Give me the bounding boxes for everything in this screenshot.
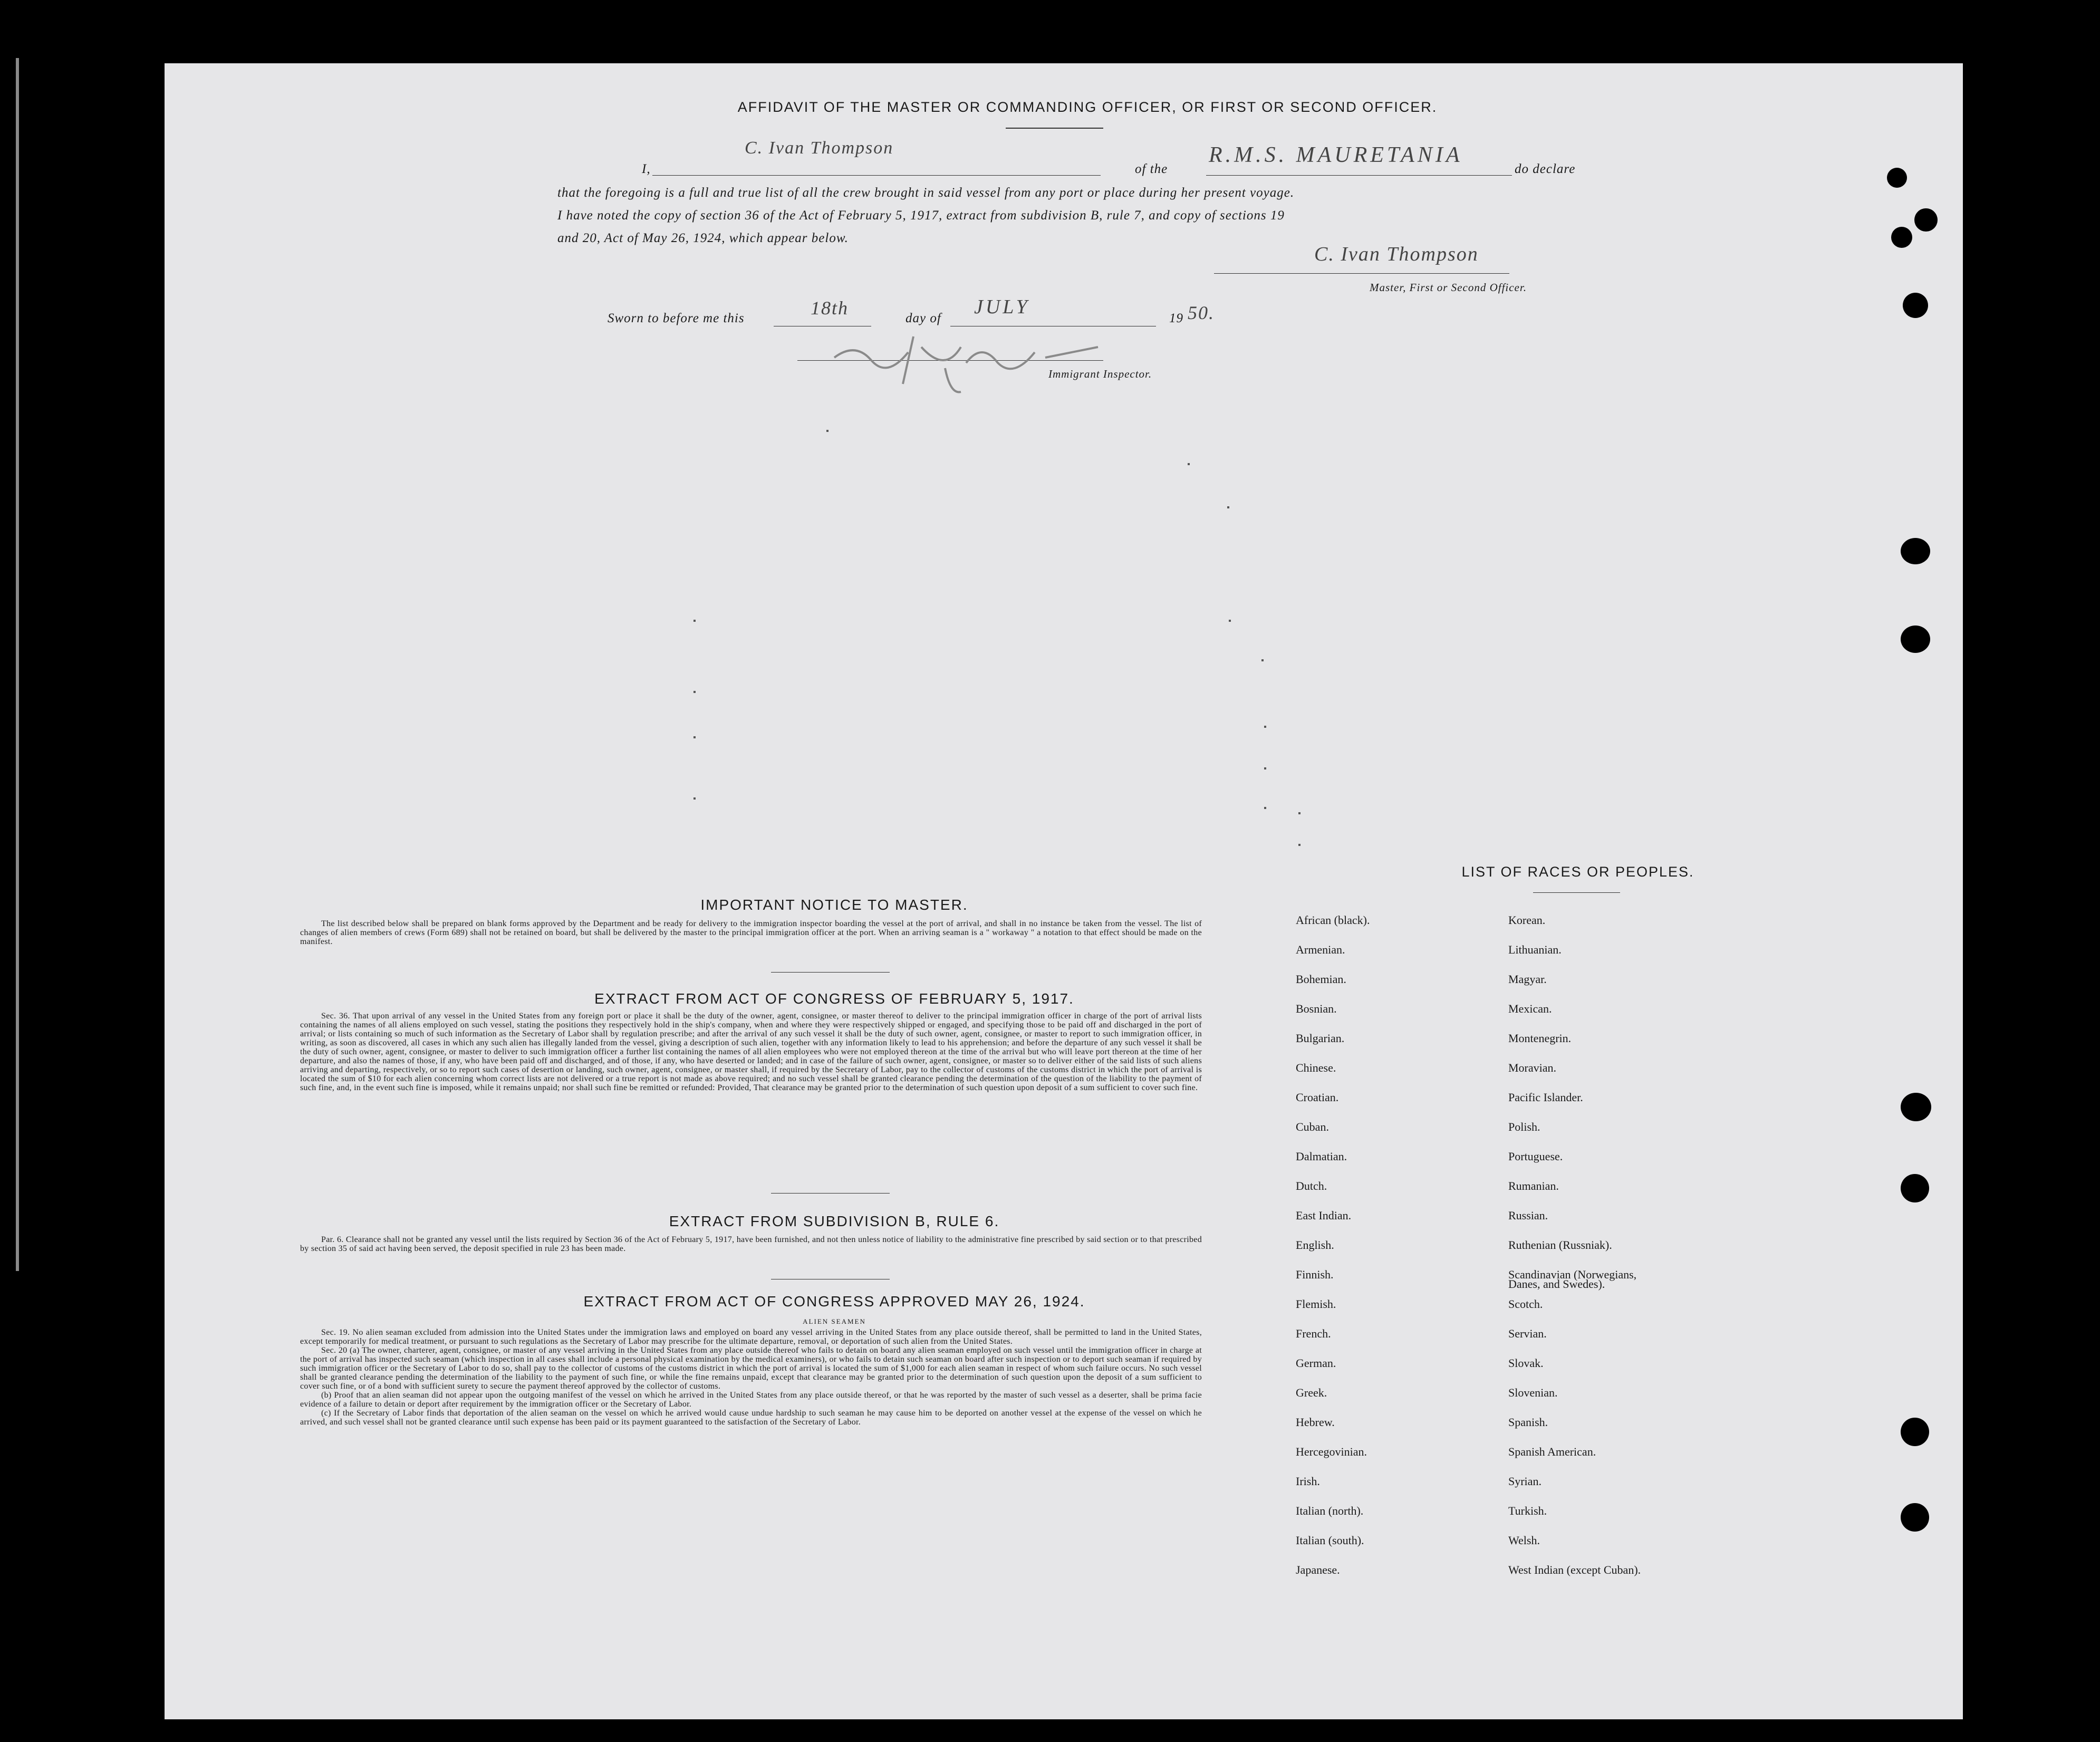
signature-line [1214,273,1509,274]
race-item-right-11: Ruthenian (Russniak). [1508,1238,1612,1252]
signature-caption: Master, First or Second Officer. [1370,281,1527,294]
races-title: LIST OF RACES OR PEOPLES. [1461,864,1694,880]
speck [693,691,696,693]
race-item-left-0: African (black). [1296,913,1370,927]
race-item-right-22: West Indian (except Cuban). [1508,1563,1641,1576]
speck [1188,463,1190,465]
punch-hole [1901,625,1930,653]
race-item-right-2: Magyar. [1508,973,1547,986]
race-item-right-18: Spanish American. [1508,1445,1596,1458]
i-label: I, [642,162,651,176]
race-item-left-19: Irish. [1296,1475,1320,1488]
race-item-right-14: Servian. [1508,1327,1547,1340]
race-item-left-3: Bosnian. [1296,1002,1337,1015]
speck [826,430,829,432]
punch-hole [1887,168,1907,188]
race-item-left-8: Dalmatian. [1296,1150,1347,1163]
race-item-right-19: Syrian. [1508,1475,1542,1488]
race-item-right-21: Welsh. [1508,1534,1540,1547]
inspector-caption: Immigrant Inspector. [1048,368,1152,380]
of-the-label: of the [1135,162,1168,176]
name-line [652,175,1101,176]
vessel-name-handwritten: R.M.S. MAURETANIA [1209,143,1463,167]
race-item-right-4: Montenegrin. [1508,1032,1572,1045]
affidavit-line-2: I have noted the copy of section 36 of the Act of February 5, 1917, extract from subdivision B, rule 7, and copy of sections 19 [557,208,1285,223]
punch-hole [1901,1418,1929,1446]
extract1917-text: Sec. 36. That upon arrival of any vessel in the United States from any foreign port or place it shall be the duty of the owner, agent, consignee, or master thereof to deliver to the principal immigration officer in charge of the port of arrival lists containing the names of all aliens employed on such vessel, stating the positions they respectively hold in the ship's company, when and where they were respectively shipped or engaged, and specifying those to be paid off and discharged in the port of arrival; or lists containing so much of such information as the Secretary of Labor shall by regulation prescribe; and after the arrival of any such vessel it shall be the duty of such owner, agent, consignee, or master to report to such immigration officer, in writing, as soon as discovered, all cases in which any such alien has illegally landed from the vessel, giving a description of such alien, together with any information likely to lead to his apprehension; and before the departure of any such vessel it shall be the duty of such owner, agent, consignee, or master to deliver to such immigration officer a further list containing the names of all alien employees who were not employed thereon at the time of the arrival but who will leave port thereon at the time of her departure, and also the names of those, if any, who have been paid off and discharged, and of those, if any, who have deserted or landed; and in case of the failure of such owner, agent, consignee, or master so to deliver either of the said lists of such aliens arriving and departing, respectively, or so to report such cases of desertion or landing, such owner, agent, consignee, or master shall, if required by the Secretary of Labor, pay to the collector of customs of the customs district in which the port of arrival is located the sum of $10 for each alien concerning whom correct lists are not delivered or a true report is not made as above required; and no such vessel shall be granted clearance pending the determination of the question of the liability to the payment of such fine, and, in the event such fine is imposed, while it remains unpaid; nor shall such fine be remitted or refunded: Provided, That clearance may be granted prior to the determination of such question upon deposit of a sum sufficient to cover such fine. [300,1012,1202,1092]
race-item-right-10: Russian. [1508,1209,1548,1222]
extract1917-title: EXTRACT FROM ACT OF CONGRESS OF FEBRUARY 5, 1917. [594,990,1074,1007]
race-scandinavian-continued: Danes, and Swedes). [1508,1277,1605,1291]
race-item-right-20: Turkish. [1508,1504,1547,1517]
sworn-month-handwritten: JULY [974,296,1030,318]
speck [1298,812,1301,814]
race-item-right-6: Pacific Islander. [1508,1091,1583,1104]
race-item-right-9: Rumanian. [1508,1179,1559,1192]
punch-hole [1901,1174,1929,1202]
document-page [165,63,1963,1719]
race-item-left-1: Armenian. [1296,943,1345,956]
speck [693,736,696,738]
race-item-right-13: Scotch. [1508,1297,1543,1311]
punch-hole [1901,1503,1929,1532]
affidavit-line-3: and 20, Act of May 26, 1924, which appear below. [557,231,849,245]
speck [693,797,696,800]
race-item-right-16: Slovenian. [1508,1386,1558,1399]
race-item-left-7: Cuban. [1296,1120,1329,1133]
race-item-left-20: Italian (north). [1296,1504,1364,1517]
race-item-left-21: Italian (south). [1296,1534,1364,1547]
race-item-right-17: Spanish. [1508,1416,1548,1429]
race-item-right-15: Slovak. [1508,1356,1544,1370]
speck [1229,620,1231,622]
speck [1264,767,1266,769]
year-suffix-handwritten: 50. [1188,302,1215,323]
race-item-left-11: English. [1296,1238,1334,1252]
race-item-left-10: East Indian. [1296,1209,1352,1222]
race-item-right-8: Portuguese. [1508,1150,1563,1163]
punch-hole [1901,538,1930,564]
extract1924-title: EXTRACT FROM ACT OF CONGRESS APPROVED MAY 26, 1924. [583,1293,1085,1310]
race-item-left-22: Japanese. [1296,1563,1340,1576]
speck [1264,726,1266,728]
speck [1298,844,1301,846]
signature-handwritten: C. Ivan Thompson [1314,243,1479,265]
affidavit-line-1: that the foregoing is a full and true list of all the crew brought in said vessel from any port or place during her present voyage. [557,186,1295,200]
year-prefix: 19 [1169,311,1183,325]
race-item-right-0: Korean. [1508,913,1546,927]
sec19-text: Sec. 19. No alien seaman excluded from admission into the United States under the immigration laws and employed on board any vessel arriving in the United States from any place outside thereof, shall be permitted to land in the United States, except temporarily for medical treatment, or pursuant to such regulations as the Secretary of Labor may prescribe for the ultimate departure, removal, or deportation of such alien from the United States. [300,1328,1202,1346]
notice-title: IMPORTANT NOTICE TO MASTER. [700,897,968,913]
speck [1227,506,1229,508]
punch-hole [1901,1093,1931,1121]
speck [693,620,696,622]
vessel-line [1206,175,1512,176]
race-item-right-3: Mexican. [1508,1002,1552,1015]
speck [1261,659,1264,661]
speck [1264,807,1266,809]
affidavit-title: AFFIDAVIT OF THE MASTER OR COMMANDING OFFICER, OR FIRST OR SECOND OFFICER. [737,99,1438,115]
sworn-day-handwritten: 18th [811,297,849,319]
rule6-text: Par. 6. Clearance shall not be granted any vessel until the lists required by Section 36 of the Act of February 5, 1917, have been furnished, and not then unless notice of liability to the administrative fine prescribed by said section or to that prescribed by section 35 of said act having been served, the deposit specified in rule 23 has been made. [300,1235,1202,1253]
rule6-title: EXTRACT FROM SUBDIVISION B, RULE 6. [669,1213,1000,1229]
race-item-left-9: Dutch. [1296,1179,1327,1192]
do-declare-label: do declare [1515,162,1576,176]
inspector-signature-scribble [824,326,1119,394]
notice-text: The list described below shall be prepared on blank forms approved by the Department and be ready for delivery to the immigration inspector boarding the vessel at the port of arrival, and shall in no instance be taken from the vessel. The list of changes of alien members of crews (Form 689) shall not be retained on board, but shall be delivered by the master to the principal immigration officer at the port. When an arriving seaman is a " workaway " a notation to that effect should be made on the manifest. [300,919,1202,946]
extract1924-subtitle: ALIEN SEAMEN [803,1317,866,1325]
title-rule [1006,128,1103,129]
film-edge-line [16,58,19,1271]
race-item-left-4: Bulgarian. [1296,1032,1345,1045]
officer-name-handwritten: C. Ivan Thompson [745,138,894,158]
race-item-left-14: French. [1296,1327,1331,1340]
race-item-left-2: Bohemian. [1296,973,1346,986]
race-item-right-12: Scandinavian (Norwegians, [1508,1268,1637,1281]
race-item-left-18: Hercegovinian. [1296,1445,1367,1458]
race-item-right-7: Polish. [1508,1120,1540,1133]
race-item-left-16: Greek. [1296,1386,1327,1399]
day-of-label: day of [905,311,941,325]
extract1917-rule [771,1193,890,1194]
extract1924-body [300,1328,1202,1427]
sec20c-text: (c) If the Secretary of Labor finds that deportation of the alien seaman on the vessel on which he arrived would cause undue hardship to such seaman he may cause him to be deported on another vessel at the expense of the vessel on which he arrived, and such vessel shall not be granted clearance until such expense has been paid or its payment guaranteed to the satisfaction of the Secretary of Labor. [300,1409,1202,1427]
race-item-left-13: Flemish. [1296,1297,1336,1311]
race-item-right-5: Moravian. [1508,1061,1557,1074]
sec20b-text: (b) Proof that an alien seaman did not appear upon the outgoing manifest of the vessel on which he arrived in the United States from any place outside thereof, or that he was reported by the master of such vessel as a deserter, shall be prima facie evidence of a failure to detain or deport after requirement by the immigration officer or the Secretary of Labor. [300,1391,1202,1409]
race-item-left-12: Finnish. [1296,1268,1334,1281]
sworn-prefix: Sworn to before me this [608,311,745,325]
race-item-left-15: German. [1296,1356,1336,1370]
punch-hole [1903,293,1928,318]
punch-hole [1914,208,1938,232]
races-rule [1533,892,1620,893]
sec20a-text: Sec. 20 (a) The owner, charterer, agent, consignee, or master of any vessel arriving in the United States from any place outside thereof who fails to detain on board any alien seaman employed on such vessel until the immigration officer in charge at the port of arrival has inspected such seaman (which inspection in all cases shall include a personal physical examination by the medical examiners), or who fails to detain such seaman on board after such inspection or to deport such seaman if required by such immigration officer or the Secretary of Labor to do so, shall pay to the collector of customs of the customs district in which the port of arrival is located the sum of $1,000 for each alien seaman in respect of whom such failure occurs. No such vessel shall be granted clearance pending the determination of the liability to the payment of such fine, or while the fine remains unpaid, except that clearance may be granted prior to the determination of such question upon the deposit of a sum sufficient to cover such fine, or of a bond with sufficient surety to secure the payment thereof approved by the collector of customs. [300,1346,1202,1391]
race-item-right-1: Lithuanian. [1508,943,1562,956]
punch-hole [1891,227,1912,248]
notice-rule [771,972,890,973]
race-item-left-5: Chinese. [1296,1061,1336,1074]
race-item-left-6: Croatian. [1296,1091,1339,1104]
race-item-left-17: Hebrew. [1296,1416,1335,1429]
